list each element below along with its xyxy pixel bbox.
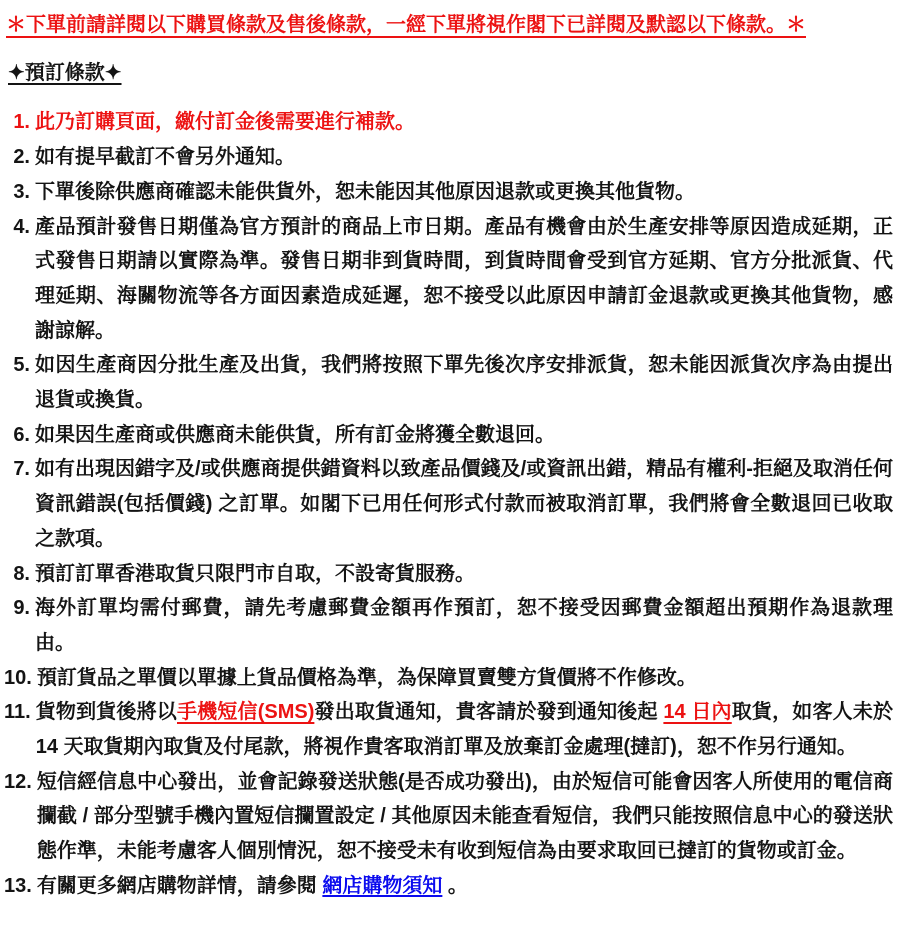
term-item-10 xyxy=(4,661,893,696)
term-item-4 xyxy=(4,210,893,349)
term-text xyxy=(35,452,893,556)
term-item-6 xyxy=(4,418,893,453)
term-number: 4. xyxy=(13,215,30,238)
term-number: 12. xyxy=(4,770,32,793)
term-segment: 如因生產商因分批生產及出貨，我們將按照下單先後次序安排派貨，恕未能因派貨次序為由提出退貨或換貨。 xyxy=(35,354,893,412)
section-title-pre-order-terms: ✦預訂條款✦ xyxy=(8,61,122,84)
terms-page xyxy=(4,8,893,904)
term-text xyxy=(37,765,893,869)
term-number: 3. xyxy=(13,180,30,203)
term-item-3 xyxy=(4,175,893,210)
term-segment: 預訂訂單香港取貨只限門市自取，不設寄貨服務。 xyxy=(35,562,475,585)
term-number: 8. xyxy=(13,562,30,585)
term-segment: 有關更多網店購物詳情，請參閱 xyxy=(36,874,323,897)
term-number: 5. xyxy=(13,354,30,377)
term-text xyxy=(35,418,893,453)
term-text xyxy=(35,348,893,417)
term-item-11 xyxy=(4,695,893,764)
term-segment: 如果因生產商或供應商未能供貨，所有訂金將獲全數退回。 xyxy=(35,423,555,446)
term-segment: 貨物到貨後將以 xyxy=(35,701,177,724)
term-text xyxy=(35,591,893,660)
online-store-shopping-notice-link[interactable]: 網店購物須知 xyxy=(322,874,443,897)
term-number: 11. xyxy=(4,701,31,724)
term-segment: 發出取貨通知，貴客請於發到通知後起 xyxy=(314,701,664,724)
term-segment: 預訂貨品之單價以單據上貨品價格為準，為保障買賣雙方貨價將不作修改。 xyxy=(36,666,697,689)
term-item-13 xyxy=(4,869,893,904)
term-text xyxy=(37,661,893,696)
term-number: 13. xyxy=(4,874,32,897)
term-item-9 xyxy=(4,591,893,660)
term-segment-redline: 手機短信(SMS) xyxy=(176,701,315,724)
term-text xyxy=(35,210,893,349)
term-segment: 如有提早截訂不會另外通知。 xyxy=(35,146,295,169)
term-item-8 xyxy=(4,557,893,592)
term-text xyxy=(36,695,893,764)
term-number: 6. xyxy=(13,423,30,446)
term-segment-red: 此乃訂購頁面，繳付訂金後需要進行補款。 xyxy=(35,111,415,134)
term-text xyxy=(35,140,893,175)
term-text xyxy=(35,557,893,592)
section-title-row xyxy=(8,56,893,91)
term-segment: 如有出現因錯字及/或供應商提供錯資料以致產品價錢及/或資訊出錯，精品有權利-拒絕及取消任何資訊錯誤(包括價錢) 之訂單。如閣下已用任何形式付款而被取消訂單，我們將會全數退回已收取之款項。 xyxy=(35,458,893,550)
term-number: 2. xyxy=(13,146,30,169)
term-segment: 取貨，如客人未於 14 天取貨期內取貨及付尾款，將視作貴客取消訂單及放棄訂金處理(撻訂)，恕不作另行通知。 xyxy=(35,701,894,759)
term-text xyxy=(37,869,893,904)
term-item-5 xyxy=(4,348,893,417)
term-number: 10. xyxy=(4,666,32,689)
term-number: 7. xyxy=(13,458,30,481)
terms-list xyxy=(4,105,893,903)
term-text xyxy=(35,175,893,210)
term-text xyxy=(35,105,893,140)
term-segment: 。 xyxy=(442,874,468,897)
term-segment-redline: 14 日內 xyxy=(663,701,732,724)
term-item-1 xyxy=(4,105,893,140)
term-segment: 產品預計發售日期僅為官方預計的商品上市日期。產品有機會由於生產安排等原因造成延期，正式發售日期請以實際為準。發售日期非到貨時間，到貨時間會受到官方延期、官方分批派貨、代理延期、海關物流等各方面因素造成延遲，恕不接受以此原因申請訂金退款或更換其他貨物，感謝諒解。 xyxy=(35,215,893,342)
term-number: 9. xyxy=(13,597,30,620)
pre-order-warning-header: ＊下單前請詳閱以下購買條款及售後條款，一經下單將視作閣下已詳閱及默認以下條款。＊ xyxy=(6,14,806,36)
term-segment: 下單後除供應商確認未能供貨外，恕未能因其他原因退款或更換其他貨物。 xyxy=(35,180,695,203)
term-segment: 短信經信息中心發出，並會記錄發送狀態(是否成功發出)，由於短信可能會因客人所使用的電信商攔截 / 部分型號手機內置短信攔置設定 / 其他原因未能查看短信，我們只能按照信息中心的發送狀態作準，未能考慮客人個別情況，恕不接受未有收到短信為由要求取回已撻訂的貨物或訂金。 xyxy=(36,770,893,863)
term-segment: 海外訂單均需付郵費，請先考慮郵費金額再作預訂，恕不接受因郵費金額超出預期作為退款理由。 xyxy=(35,597,893,654)
term-number: 1. xyxy=(13,111,30,134)
term-item-7 xyxy=(4,452,893,556)
term-item-12 xyxy=(4,765,893,869)
term-item-2 xyxy=(4,140,893,175)
